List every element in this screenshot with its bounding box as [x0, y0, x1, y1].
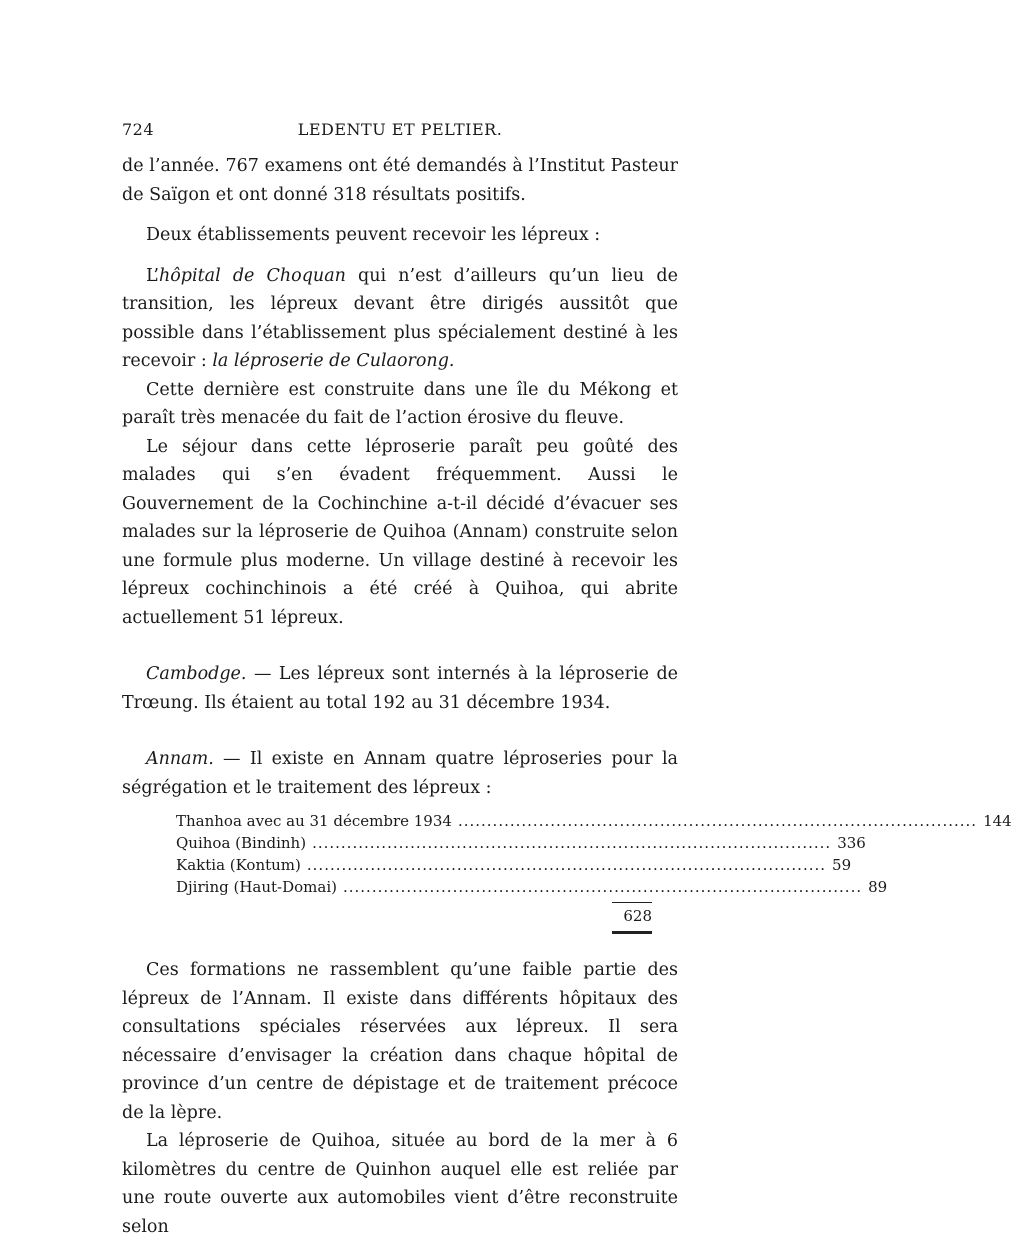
page-number: 724 [122, 120, 155, 139]
total-underline [612, 931, 652, 934]
annam-heading: Annam. [146, 749, 214, 769]
p3-italic-2: la léproserie de Culaorong. [212, 351, 455, 371]
leader-dots: .......................................................................................... [312, 834, 832, 852]
cambodge-text: — Les lépreux sont internés à la léproserie de Trœung. Ils étaient au total 192 au 31 décembre 1934. [122, 664, 678, 713]
leader-dots: .......................................................................................... [306, 856, 827, 874]
table-row [176, 854, 852, 876]
table-row [176, 876, 888, 898]
p3-rest: qui n’est d’ailleurs qu’un lieu de transition, les lépreux devant être dirigés aussitôt que possible dans l’établissement plus spécialement destiné à les recevoir : [122, 265, 678, 371]
leader-dots: .......................................................................................... [457, 812, 978, 830]
row-label: Djiring (Haut-Domai) [176, 878, 337, 896]
row-value: 144 [983, 812, 1012, 830]
table-row [176, 832, 866, 854]
paragraph-5: Le séjour dans cette léproserie paraît peu goûté des malades qui s’en évadent fréquemment. Aussi le Gouvernement de la Cochinchine a-t-il décidé d’évacuer ses malades sur la léproserie de Quihoa (Annam) construite selon une formule plus moderne. Un village destiné à recevoir les lépreux cochinchinois a été créé à Quihoa, qui abrite actuellement 51 lépreux. [122, 436, 678, 628]
row-label: Kaktia (Kontum) [176, 856, 301, 874]
paragraph-3 [122, 262, 678, 376]
row-value: 59 [832, 856, 852, 874]
table-total: 628 [623, 907, 652, 925]
body-text [122, 152, 1012, 1241]
table-row [176, 810, 1012, 832]
page-header [122, 120, 678, 144]
paragraph-cambodge [122, 660, 678, 717]
paragraph-2: Deux établissements peuvent recevoir les lépreux : [146, 225, 601, 245]
cambodge-heading: Cambodge. [146, 664, 247, 684]
row-label: Quihoa (Bindinh) [176, 834, 307, 852]
leader-dots: .......................................................................................... [342, 878, 863, 896]
p3-prefix: L’ [146, 265, 159, 286]
annam-text: — Il existe en Annam quatre léproseries pour la ségrégation et le traitement des lépreux : [122, 749, 678, 798]
row-value: 89 [868, 878, 888, 896]
p3-italic: hôpital de Choquan [159, 265, 346, 286]
row-label: Thanhoa avec au 31 décembre 1934 [176, 812, 452, 830]
paragraph-4: Cette dernière est construite dans une île du Mékong et paraît très menacée du fait de l’action érosive du fleuve. [122, 379, 678, 428]
paragraph-8: Ces formations ne rassemblent qu’une faible partie des lépreux de l’Annam. Il existe dans différents hôpitaux des consultations spéciales réservées aux lépreux. Il sera nécessaire d’envisager la création dans chaque hôpital de province d’un centre de dépistage et de traitement précoce de la lèpre. [122, 960, 678, 1123]
running-title: LEDENTU ET PELTIER. [297, 120, 503, 139]
paragraph-9: La léproserie de Quihoa, située au bord de la mer à 6 kilomètres du centre de Quinhon auquel elle est reliée par une route ouverte aux automobiles vient d’être reconstruite selon [122, 1131, 678, 1237]
row-value: 336 [837, 834, 866, 852]
leprosaria-table [176, 810, 1012, 934]
paragraph-1: de l’année. 767 examens ont été demandés à l’Institut Pasteur de Saïgon et ont donné 318 résultats positifs. [122, 156, 678, 205]
paragraph-annam [122, 745, 678, 802]
